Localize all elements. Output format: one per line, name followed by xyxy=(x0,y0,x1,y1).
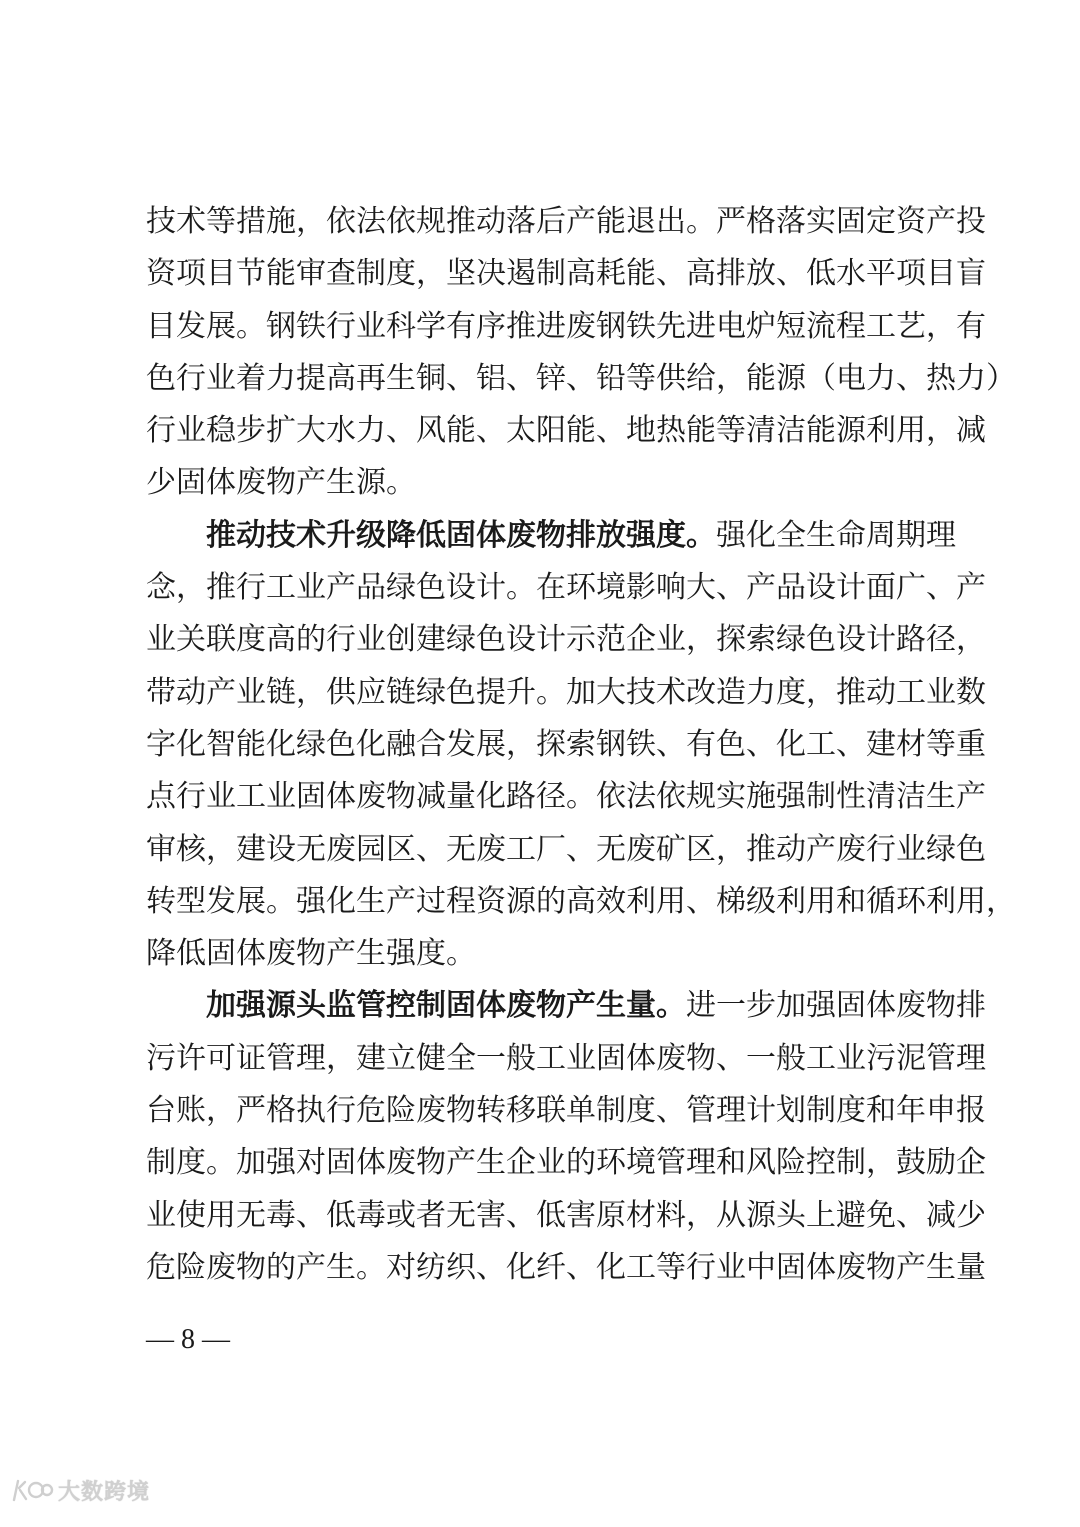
text-line: 少固体废物产生源。 xyxy=(146,465,416,501)
text-line: 污许可证管理，建立健全一般工业固体废物、一般工业污泥管理 xyxy=(146,1040,986,1076)
paragraph-1 xyxy=(146,196,1016,510)
text-line: 行业稳步扩大水力、风能、太阳能、地热能等清洁能源利用，减 xyxy=(146,413,986,449)
text-line: 转型发展。强化生产过程资源的高效利用、梯级利用和循环利用， xyxy=(146,883,1016,919)
text-run: 进一步加强固体废物排 xyxy=(686,988,986,1024)
paragraph-2 xyxy=(146,510,1016,981)
paragraph-heading: 推动技术升级降低固体废物排放强度。 xyxy=(206,517,716,553)
text-run: 强化全生命周期理 xyxy=(716,517,956,553)
dashuju-logo-icon xyxy=(10,1475,54,1505)
text-line: 审核，建设无废园区、无废工厂、无废矿区，推动产废行业绿色 xyxy=(146,831,986,867)
text-line: 业关联度高的行业创建绿色设计示范企业，探索绿色设计路径， xyxy=(146,622,986,658)
text-line: 制度。加强对固体废物产生企业的环境管理和风险控制，鼓励企 xyxy=(146,1145,986,1181)
text-line: 念，推行工业产品绿色设计。在环境影响大、产品设计面广、产 xyxy=(146,570,986,606)
paragraph-heading: 加强源头监管控制固体废物产生量。 xyxy=(206,988,686,1024)
text-line: 台账，严格执行危险废物转移联单制度、管理计划制度和年申报 xyxy=(146,1093,986,1129)
text-line: 业使用无毒、低毒或者无害、低害原材料，从源头上避免、减少 xyxy=(146,1197,986,1233)
text-line: 降低固体废物产生强度。 xyxy=(146,936,476,972)
text-line: 色行业着力提高再生铜、铝、锌、铅等供给，能源（电力、热力） xyxy=(146,360,1016,396)
paragraph-first-line xyxy=(146,980,986,1032)
watermark xyxy=(10,1473,150,1507)
paragraph-first-line xyxy=(146,510,956,562)
page-number: — 8 — xyxy=(146,1324,230,1355)
text-line: 技术等措施，依法依规推动落后产能退出。严格落实固定资产投 xyxy=(146,204,986,239)
watermark-text: 大数跨境 xyxy=(58,1479,151,1505)
text-line: 资项目节能审查制度，坚决遏制高耗能、高排放、低水平项目盲 xyxy=(146,256,986,292)
text-line: 点行业工业固体废物减量化路径。依法依规实施强制性清洁生产 xyxy=(146,779,986,815)
text-line: 字化智能化绿色化融合发展，探索钢铁、有色、化工、建材等重 xyxy=(146,726,986,762)
text-line: 危险废物的产生。对纺织、化纤、化工等行业中固体废物产生量 xyxy=(146,1249,986,1285)
paragraph-3 xyxy=(146,980,986,1294)
text-line: 目发展。钢铁行业科学有序推进废钢铁先进电炉短流程工艺，有 xyxy=(146,308,986,344)
document-body xyxy=(146,196,1016,1294)
text-line: 带动产业链，供应链绿色提升。加大技术改造力度，推动工业数 xyxy=(146,674,986,710)
